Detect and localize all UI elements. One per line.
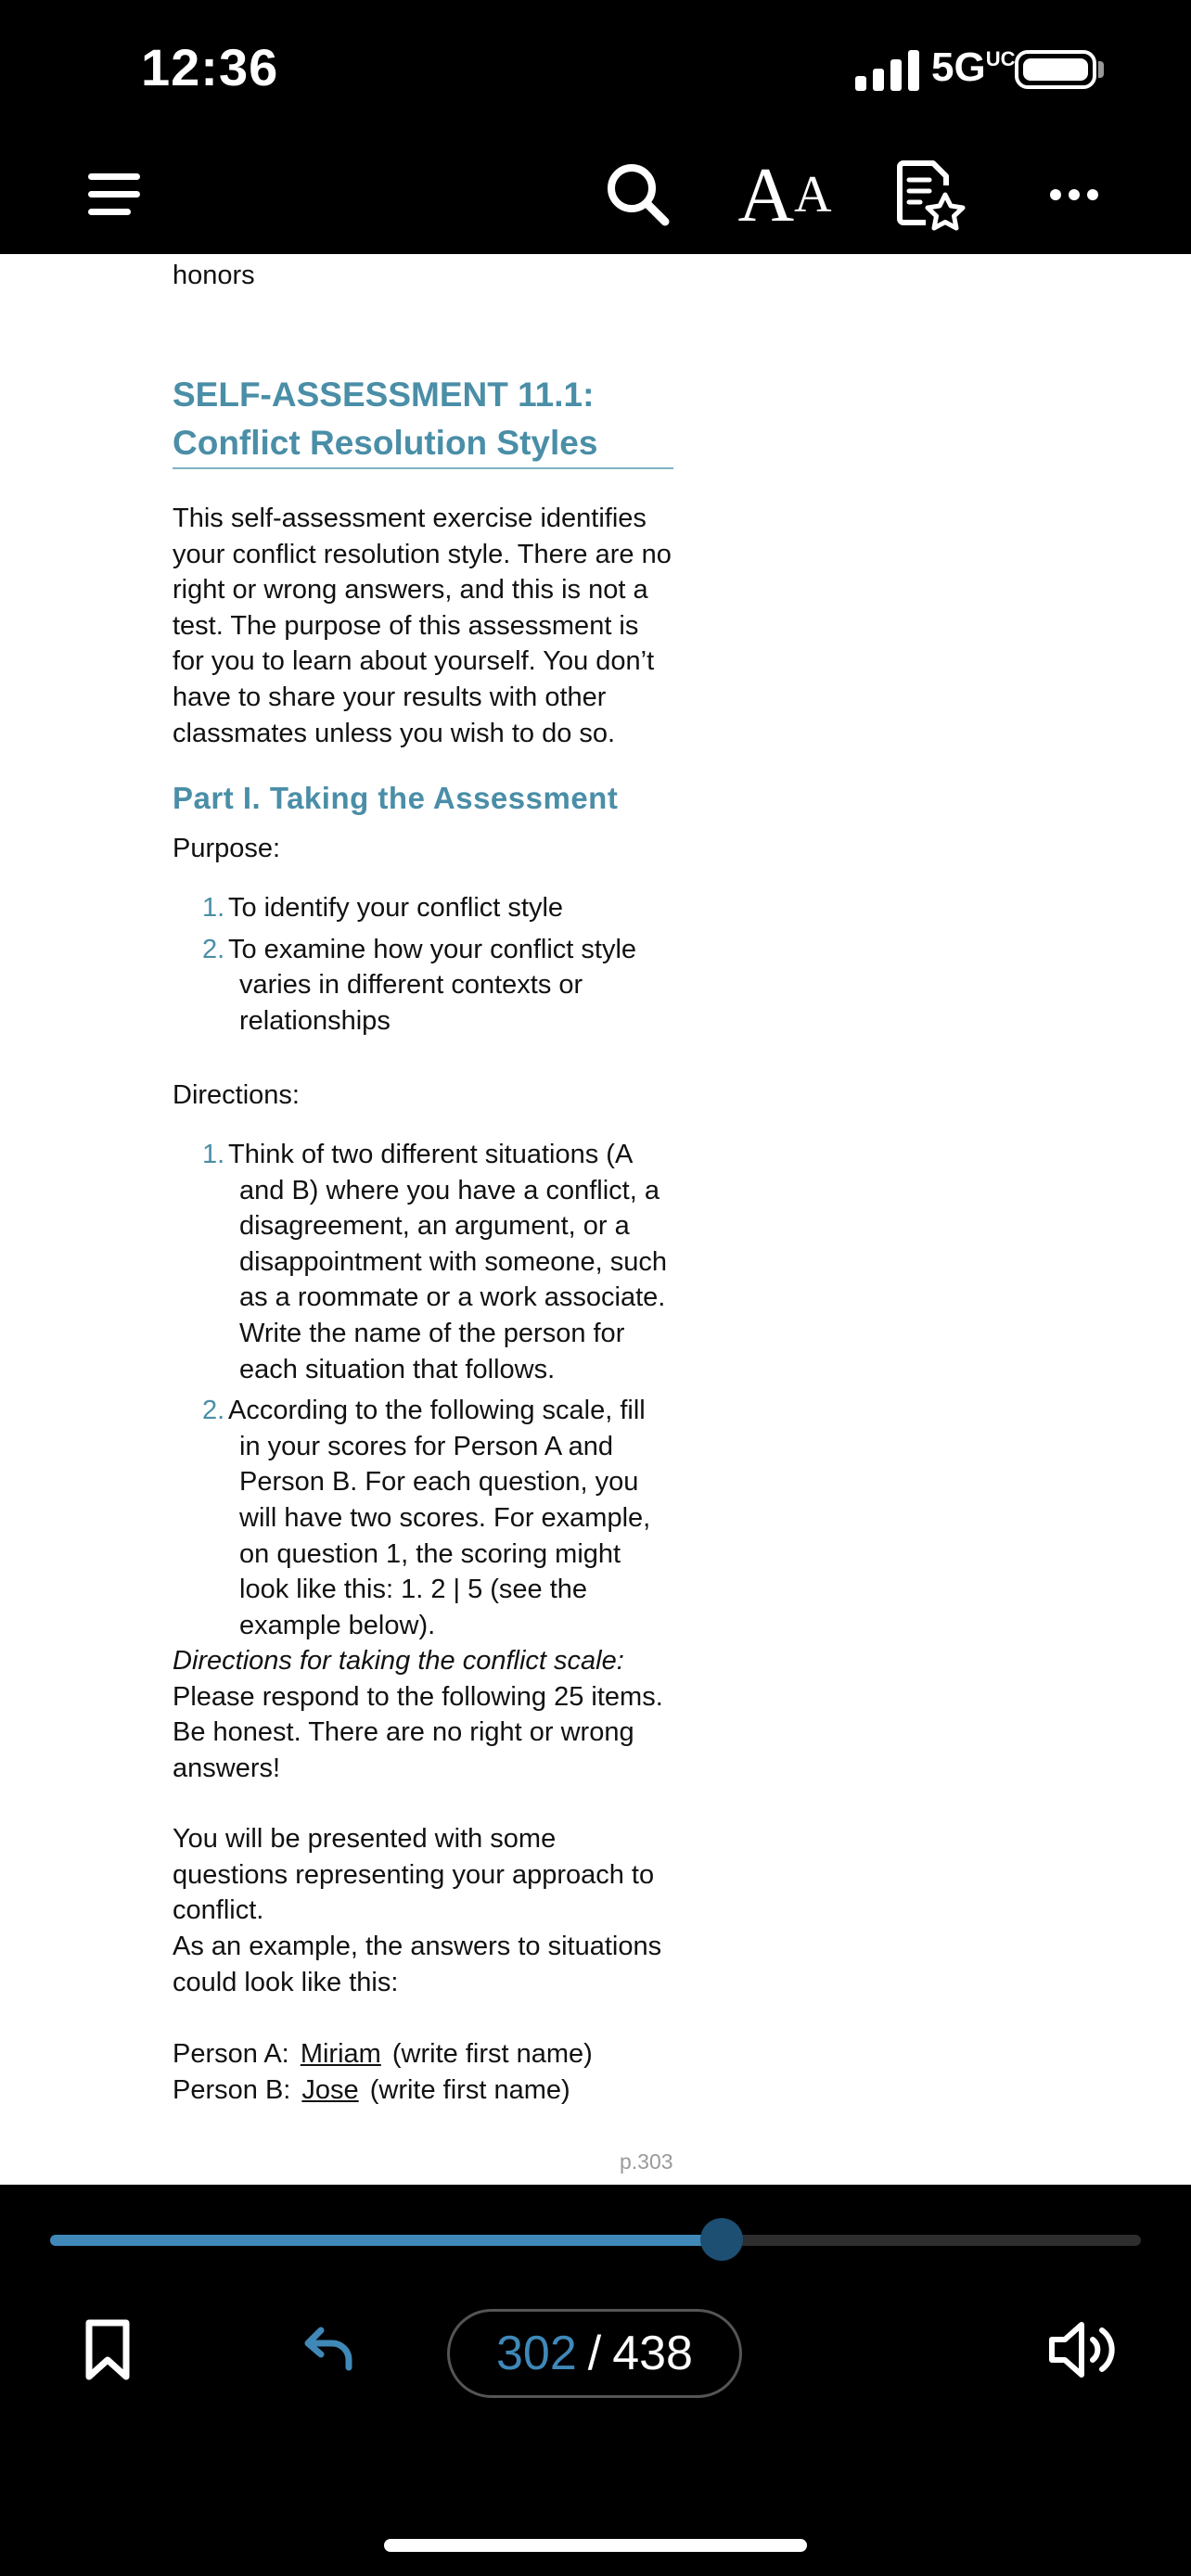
intro-paragraph: This self-assessment exercise identifies your conflict resolution style. There are no right or wrong answers, and this is not a test. The purpose of this assessment is for you to learn about yourself. You don’t have to share your results with other classmates unless you wish to do so.: [173, 504, 672, 748]
reader-bottom-bar: [0, 2185, 1191, 2576]
battery-tip: [1098, 61, 1104, 78]
directions-list: [173, 1137, 673, 1649]
home-indicator[interactable]: [384, 2539, 807, 2552]
example-intro: As an example, the answers to situations could look like this:: [173, 1932, 662, 1997]
list-item: 2. To examine how your conflict style varies in different contexts or relationships: [202, 934, 637, 1036]
hamburger-menu-icon[interactable]: [69, 148, 161, 241]
battery-icon: [1015, 50, 1096, 89]
page-number-label: p.303: [620, 2149, 673, 2174]
page-indicator[interactable]: [447, 2309, 742, 2398]
scale-directions: [173, 1643, 673, 1786]
book-page[interactable]: [0, 254, 1191, 2185]
person-b-name: Jose: [301, 2075, 359, 2105]
directions-label: Directions:: [173, 1080, 300, 1110]
part-heading: Part I. Taking the Assessment: [173, 781, 619, 815]
search-icon[interactable]: [592, 148, 685, 241]
purpose-label: Purpose:: [173, 834, 281, 863]
progress-thumb[interactable]: [700, 2218, 743, 2261]
person-a-name: Miriam: [300, 2039, 381, 2069]
section-heading: SELF-ASSESSMENT 11.1: Conflict Resolution Styles: [173, 371, 673, 469]
list-item: 2. According to the following scale, fill in your scores for Person A and Person B. For each question, you will have two scores. For example, on question 1, the scoring might look like this: 1. 2 | 5 (see the example below).: [202, 1396, 651, 1640]
status-time: 12:36: [141, 38, 279, 96]
progress-fill: [50, 2235, 722, 2246]
scale-directions-title: Directions for taking the conflict scale:: [173, 1646, 624, 1676]
total-pages: 438: [612, 2327, 693, 2380]
questions-note: You will be presented with some questions representing your approach to conflict.: [173, 1824, 655, 1926]
page-separator: /: [587, 2327, 602, 2380]
progress-slider[interactable]: [50, 2235, 1141, 2246]
scale-directions-text: Please respond to the following 25 items. Be honest. There are no right or wrong answers!: [173, 1681, 663, 1783]
signal-strength-icon: [855, 48, 920, 91]
speaker-icon[interactable]: [1037, 2303, 1130, 2396]
notes-star-icon[interactable]: [883, 148, 976, 241]
reader-toolbar: [0, 139, 1191, 254]
status-bar: [0, 0, 1191, 139]
list-item: 1. To identify your conflict style: [202, 893, 564, 923]
person-a-line: Person A: Miriam (write first name): [173, 2039, 593, 2069]
font-settings-button[interactable]: A A: [737, 151, 832, 238]
network-type: 5GUC: [931, 45, 1016, 90]
undo-arrow-icon[interactable]: [284, 2303, 377, 2396]
list-item: 1. Think of two different situations (A and B) where you have a conflict, a disagreement, an argument, or a disappointment with someone, such as a roommate or a work associate. Write the name of the person for each situation that follows.: [202, 1140, 668, 1384]
bookmark-icon[interactable]: [61, 2303, 154, 2396]
current-page: 302: [496, 2327, 577, 2380]
person-b-line: Person B: Jose (write first name): [173, 2075, 570, 2105]
previous-page-text: honors: [173, 261, 255, 290]
purpose-list: [173, 890, 673, 1044]
more-icon[interactable]: [1028, 148, 1121, 241]
